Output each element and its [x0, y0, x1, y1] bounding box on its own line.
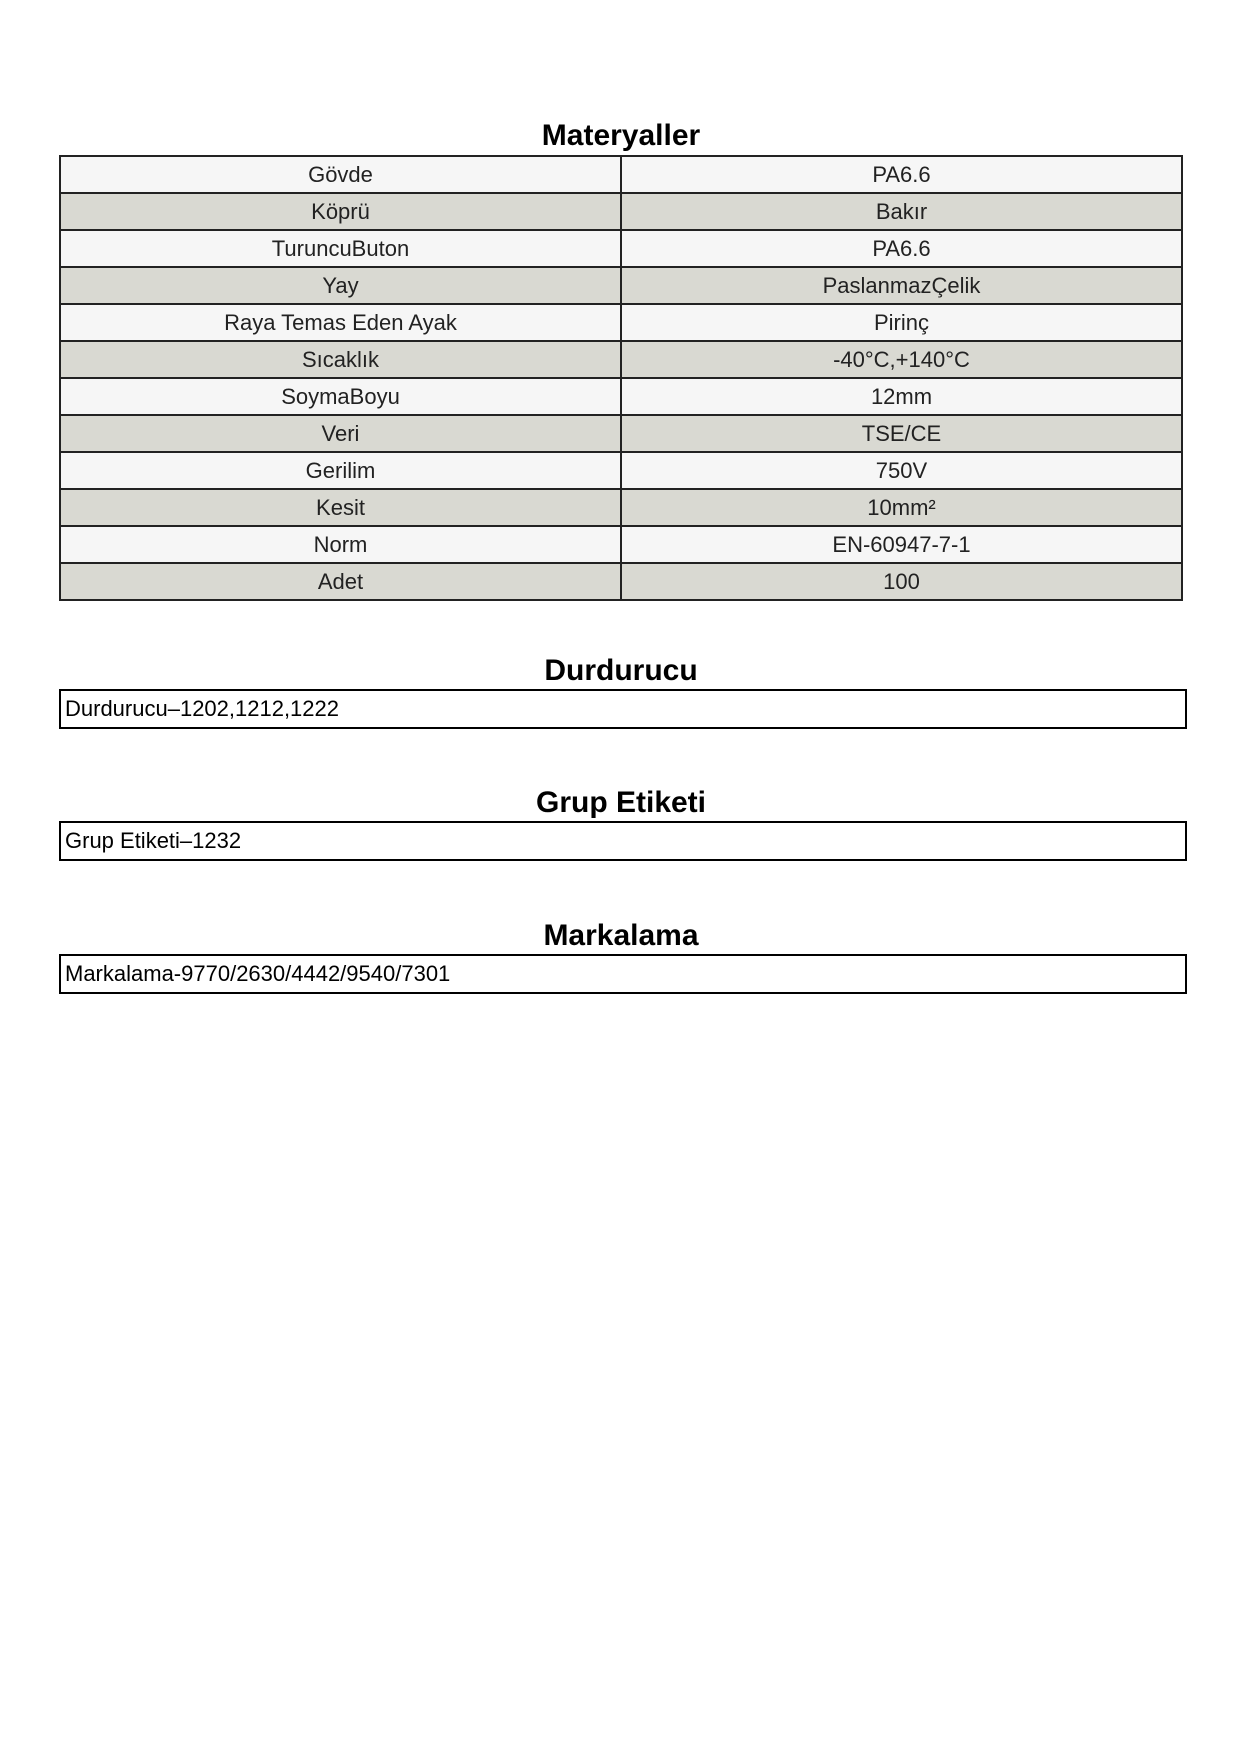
material-value: 10mm²: [621, 489, 1182, 526]
table-row: [60, 267, 1182, 304]
table-row: [60, 489, 1182, 526]
durdurucu-title: Durdurucu: [544, 654, 698, 687]
material-label: Adet: [60, 563, 621, 600]
grup-etiketi-title: Grup Etiketi: [535, 786, 707, 819]
table-row: [60, 193, 1182, 230]
grup-etiketi-box: Grup Etiketi–1232: [59, 821, 1187, 861]
table-row: [60, 415, 1182, 452]
material-label: Raya Temas Eden Ayak: [60, 304, 621, 341]
table-row: [60, 563, 1182, 600]
material-label: Sıcaklık: [60, 341, 621, 378]
table-row: [60, 526, 1182, 563]
table-row: [60, 156, 1182, 193]
material-label: TuruncuButon: [60, 230, 621, 267]
material-value: Pirinç: [621, 304, 1182, 341]
material-value: PA6.6: [621, 230, 1182, 267]
material-value: -40°C,+140°C: [621, 341, 1182, 378]
material-label: Gerilim: [60, 452, 621, 489]
material-label: Norm: [60, 526, 621, 563]
table-row: [60, 341, 1182, 378]
material-value: PA6.6: [621, 156, 1182, 193]
table-row: [60, 304, 1182, 341]
material-value: 12mm: [621, 378, 1182, 415]
material-label: Yay: [60, 267, 621, 304]
material-label: Köprü: [60, 193, 621, 230]
markalama-title: Markalama: [543, 919, 699, 952]
material-value: Bakır: [621, 193, 1182, 230]
material-label: Kesit: [60, 489, 621, 526]
table-row: [60, 378, 1182, 415]
table-row: [60, 452, 1182, 489]
materials-title: Materyaller: [541, 119, 701, 152]
material-value: 100: [621, 563, 1182, 600]
material-value: PaslanmazÇelik: [621, 267, 1182, 304]
material-label: SoymaBoyu: [60, 378, 621, 415]
material-label: Gövde: [60, 156, 621, 193]
table-row: [60, 230, 1182, 267]
durdurucu-box: Durdurucu–1202,1212,1222: [59, 689, 1187, 729]
material-value: 750V: [621, 452, 1182, 489]
markalama-box: Markalama-9770/2630/4442/9540/7301: [59, 954, 1187, 994]
materials-table: [59, 155, 1183, 601]
material-value: EN-60947-7-1: [621, 526, 1182, 563]
material-value: TSE/CE: [621, 415, 1182, 452]
material-label: Veri: [60, 415, 621, 452]
